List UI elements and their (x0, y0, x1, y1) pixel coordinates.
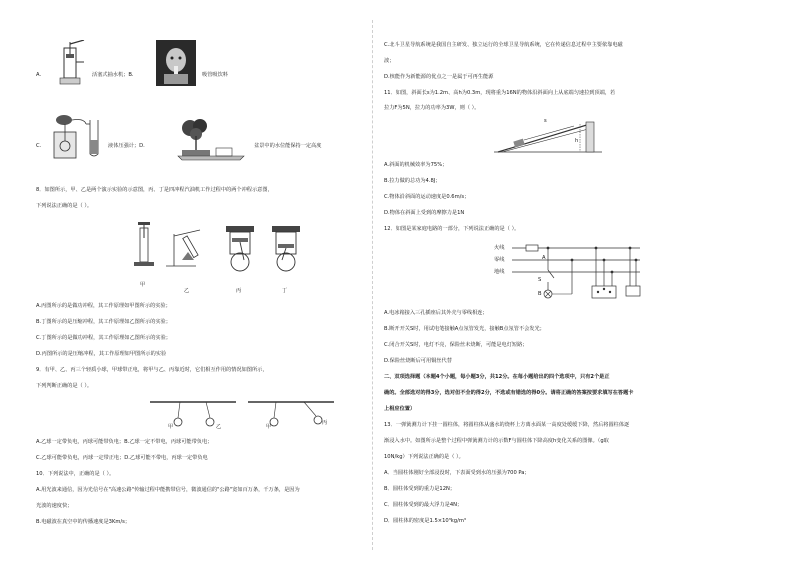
q7-option-b-text: 吸管吸饮料 (202, 72, 228, 78)
q12-option-c: C.闭合开关S时，电灯不亮，保险丝未烧断，可能是电灯短路； (384, 342, 528, 348)
q12-label-s: S (538, 277, 542, 283)
q11-stem-line2: 拉力F为5N，拉力的功率为3W，则（ ）。 (384, 105, 480, 111)
q9-stem-line2: 下列判断正确的是（ ）。 (36, 383, 93, 389)
q7-option-c-label: C. (36, 143, 42, 149)
q7-option-d-text: 盆景中的水位能保持一定高度 (254, 143, 322, 149)
q9-label-yi: 乙 (216, 424, 222, 430)
left-column (36, 0, 362, 562)
q13-option-b: B．圆柱体受到的重力是12N； (384, 486, 456, 492)
q10-stem: 10．下列说法中，正确的是（ ）。 (36, 471, 115, 477)
q12-label-neutral-wire: 零线 (494, 257, 505, 263)
q8-option-c: C.丁图所示的是做功冲程，其工作原理如乙图所示的实验； (36, 335, 171, 341)
q11-option-c: C.物体沿斜面的运动速度是0.6m/s； (384, 194, 470, 200)
pump-illustration (54, 40, 90, 86)
q8-option-b: B.丁图所示的是压缩冲程，其工作原理如乙图所示的实验； (36, 319, 171, 325)
q12-option-d: D.保险丝烧断后可用铜丝代替 (384, 358, 452, 364)
q7-option-c-text: 液体压强计；D. (108, 143, 145, 149)
q8-stem-line2: 下列说法正确的是（ ）。 (36, 203, 93, 209)
q7-option-a-text: 活塞式抽水机；B. (92, 72, 134, 78)
q8-option-a: A.丙图所示的是做功冲程，其工作原理如甲图所示的实验； (36, 303, 171, 309)
q9-options-line2: C.乙球可能带负电，丙球一定带正电；D.乙球可能不带电，丙球一定带负电 (36, 455, 208, 461)
q11-label-h: h (575, 138, 579, 144)
pressure-gauge-illustration (50, 110, 106, 162)
q13-option-a: A．当圆柱体刚好全部浸没时，下表面受到水的压强为700 Pa； (384, 470, 530, 476)
q8-stem-line1: 8．如图所示，甲、乙是两个演示实验的示意图，丙、丁是四冲程汽油机工作过程中的两个冲程示意图， (36, 187, 273, 193)
q10-option-c-line1: C.北斗卫星导航系统是我国自主研发、独立运行的全球卫星导航系统，它在传递信息过程中主要依靠电磁 (384, 42, 623, 48)
circuit-figure (512, 242, 642, 304)
q8-option-d: D.丙图所示的是压缩冲程，其工作原理如甲图所示的实验 (36, 351, 167, 357)
q9-label-jia-1: 甲 (168, 424, 174, 430)
q11-option-b: B.拉力做的总功为4.8J； (384, 178, 441, 184)
q10-option-b: B.电磁波在真空中的传播速度是3Km/s； (36, 519, 131, 525)
bonsai-illustration (176, 118, 246, 162)
q8-figure (126, 222, 326, 282)
section2-line2: 确的。全部选对的得3分，选对但不全的得2分，不选或有错选的得0分。请将正确的答案按要求填写在答题卡 (384, 390, 634, 396)
q11-option-a: A.斜面的机械效率为75%； (384, 162, 448, 168)
q12-option-a: A.电冰箱接入三孔插座后其外壳与零线相连； (384, 310, 488, 316)
q10-option-a-line1: A.用光波来通信，因为光信号在"高速公路"传输过程中能携带信号，微波通信的"公路"宽如百万条，千万条，是因为 (36, 487, 300, 493)
section2-line3: 上相应位置） (384, 406, 416, 412)
q11-option-d: D.物体在斜面上受到的摩擦力是1N (384, 210, 465, 216)
q11-label-s: s (544, 118, 547, 124)
q9-stem-line1: 9．有甲、乙、丙三个轻质小球，甲球带正电，将甲与乙、丙靠近时，它们相互作用的情况如图所示， (36, 367, 268, 373)
q13-stem-line2: 渐浸入水中。如图所示是整个过程中弹簧测力计的示数F与圆柱体下降高度h变化关系的图像。（g取 (384, 438, 609, 444)
q8-label-bing: 丙 (236, 288, 242, 294)
q9-label-jia-2: 甲 (266, 424, 272, 430)
q8-label-ding: 丁 (282, 288, 288, 294)
q13-option-d: D．圆柱体的密度是1.5×10³kg/m³ (384, 518, 466, 524)
q12-label-b: B (538, 291, 542, 297)
q7-option-a-label: A. (36, 72, 42, 78)
q10-option-d: D.核能作为新能源的优点之一是属于可再生能源 (384, 74, 494, 80)
q13-stem-line3: 10N/kg）下列说法正确的是（ ）。 (384, 454, 464, 460)
q10-option-a-line2: 光波的速度快； (36, 503, 73, 509)
q8-label-jia: 甲 (140, 282, 146, 288)
q12-label-ground-wire: 地线 (494, 269, 505, 275)
q12-label-live-wire: 火线 (494, 245, 505, 251)
q13-option-c: C．圆柱体受到的最大浮力是4N； (384, 502, 463, 508)
q8-label-yi: 乙 (184, 288, 190, 294)
column-divider (372, 20, 373, 550)
q11-stem-line1: 11．如图，斜面长s为1.2m、高h为0.3m，现将重为16N的物体沿斜面向上从底端匀速拉到顶端，若 (384, 90, 616, 96)
q12-stem: 12．如图是某家庭电路的一部分，下列说法正确的是（ ）。 (384, 226, 520, 232)
incline-figure (494, 116, 604, 156)
q9-label-bing: 丙 (322, 420, 328, 426)
q9-figure (148, 398, 338, 432)
drinking-straw-photo (156, 40, 196, 86)
q12-label-a: A (542, 255, 546, 261)
q13-stem-line1: 13．一弹簧测力计下挂一圆柱体，将圆柱体从盛水的烧杯上方离水面某一高度处缓缓下降，然后将圆柱体逐 (384, 422, 630, 428)
q10-option-c-line2: 波； (384, 58, 395, 64)
q9-options-line1: A.乙球一定带负电，丙球可能带负电；B.乙球一定不带电，丙球可能带负电； (36, 439, 213, 445)
q12-option-b: B.断开开关S时，用试电笔接触A点氖管发光，接触B点氖管不会发光； (384, 326, 545, 332)
section2-heading: 二、双项选择题（本题4个小题，每小题3分，共12分。在每小题给出的四个选项中，只有2个是正 (384, 374, 610, 380)
right-column (384, 0, 764, 562)
